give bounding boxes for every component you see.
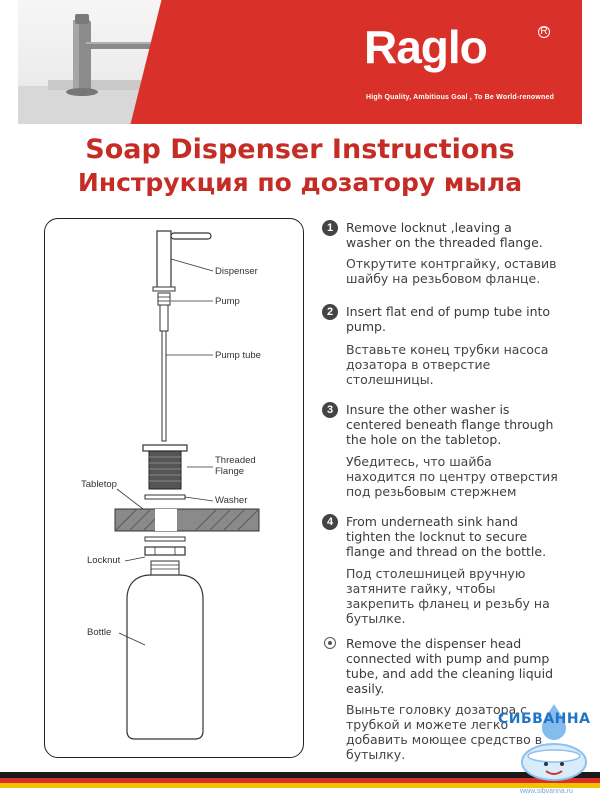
page-title-english: Soap Dispenser Instructions [85, 134, 515, 165]
step-text-russian: Открутите контргайку, оставив шайбу на резьбовом фланце. [346, 256, 557, 286]
step-text-english: Remove the dispenser head connected with pump and pump tube, and add the cleaning liquid easily. [346, 636, 554, 696]
locknut-part [145, 547, 185, 555]
tabletop-part [115, 509, 259, 531]
lower-washer-part [145, 537, 185, 541]
bottle-part [127, 561, 203, 739]
step-number: 1 [322, 220, 338, 236]
step-text-russian: Вставьте конец трубки насоса дозатора в отверстие столешницы. [346, 342, 549, 387]
label-pump: Pump [215, 296, 240, 307]
installation-diagram [44, 218, 304, 758]
washer-part [145, 495, 185, 499]
threaded-flange-part [143, 445, 187, 489]
label-locknut: Locknut [87, 555, 121, 566]
label-dispenser: Dispenser [215, 266, 258, 277]
brand-logo: Raglo [364, 21, 487, 73]
brand-tagline: High Quality, Ambitious Goal , To Be World-renowned [366, 94, 555, 101]
dispenser-head [153, 231, 211, 291]
radio-dot-icon [324, 637, 336, 649]
watermark-url: www.sibvanna.ru [520, 788, 573, 795]
pump-part [158, 293, 170, 331]
step-text-russian: Убедитесь, что шайба находится по центру отверстия под резьбовым стержнем [346, 454, 558, 499]
label-washer: Washer [215, 495, 248, 506]
step-text-english: From underneath sink hand tighten the locknut to secure flange and thread on the bottle. [346, 514, 547, 559]
watermark-text: СИБВАННА [498, 711, 591, 727]
pump-tube-part [162, 331, 166, 441]
page-title-russian: Инструкция по дозатору мыла [77, 168, 523, 197]
registered-mark: R [538, 26, 550, 38]
step-text-russian: Под столешницей вручную затяните гайку, чтобы закрепить фланец и резьбу на бутылке. [346, 566, 550, 626]
label-tabletop: Tabletop [81, 479, 117, 490]
step-text-english: Insure the other washer is centered beneath flange through the hole on the tabletop. [346, 402, 554, 447]
step-number: 2 [322, 304, 338, 320]
step-text-russian: Выньте головку дозатора с трубкой и можете легко добавить моющее средство в бутылку. [346, 702, 543, 762]
step-number: 4 [322, 514, 338, 530]
step-text-english: Insert flat end of pump tube into pump. [346, 304, 551, 334]
step-text-english: Remove locknut ,leaving a washer on the threaded flange. [346, 220, 543, 250]
label-bottle: Bottle [87, 627, 112, 638]
step-number: 3 [322, 402, 338, 418]
label-threaded-flange: Threaded Flange [215, 455, 256, 477]
header-banner [0, 0, 600, 124]
footer-stripe-yellow [0, 783, 600, 788]
label-pump-tube: Pump tube [215, 350, 261, 361]
